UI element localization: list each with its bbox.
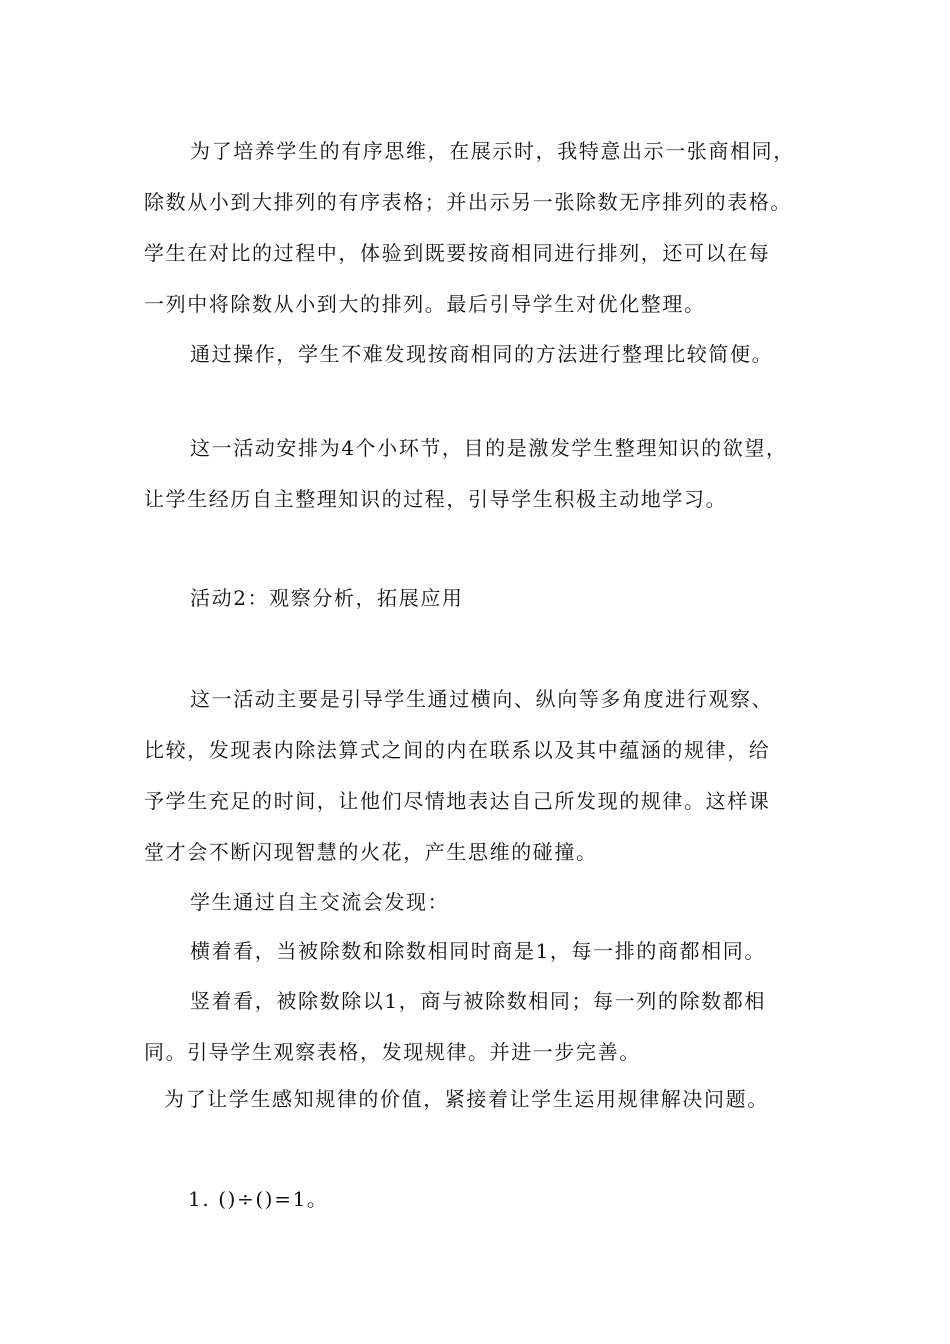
text-line: 让学生经历自主整理知识的过程，引导学生积极主动地学习。 (144, 487, 728, 511)
paragraph-activity-2-description (144, 674, 824, 878)
text-line: 为了让学生感知规律的价值，紧接着让学生运用规律解决问题。 (164, 1087, 769, 1111)
text-line: 1. ()÷()=1。 (188, 1187, 329, 1211)
text-line: 学生通过自主交流会发现： (190, 890, 450, 914)
paragraph-horizontal-view (144, 926, 824, 977)
paragraph-ordered-thinking (144, 126, 824, 330)
text-line: 予学生充足的时间，让他们尽情地表达自己所发现的规律。这样课 (144, 789, 771, 813)
text-line: 为了培养学生的有序思维，在展示时，我特意出示一张商相同， (190, 139, 795, 163)
text-line: 学生在对比的过程中，体验到既要按商相同进行排列，还可以在每 (144, 241, 771, 265)
paragraph-operation (144, 329, 824, 380)
text-line: 堂才会不断闪现智慧的火花，产生思维的碰撞。 (144, 840, 598, 864)
text-line: 活动2：观察分析，拓展应用 (190, 586, 464, 610)
activity-2-heading (144, 573, 824, 624)
text-line: 横着看，当被除数和除数相同时商是1，每一排的商都相同。 (190, 939, 766, 963)
text-line: 比较，发现表内除法算式之间的内在联系以及其中蕴涵的规律，给 (144, 738, 771, 762)
paragraph-activity-arrangement (144, 423, 824, 525)
text-line: 这一活动主要是引导学生通过横向、纵向等多角度进行观察、 (190, 687, 774, 711)
paragraph-apply-rules (164, 1074, 844, 1125)
text-line: 除数从小到大排列的有序表格；并出示另一张除数无序排列的表格。 (144, 190, 792, 214)
text-line: 竖着看，被除数除以1，商与被除数相同；每一列的除数都相 (190, 989, 766, 1013)
text-line: 这一活动安排为4个小环节，目的是激发学生整理知识的欲望， (190, 436, 788, 460)
text-line: 同。引导学生观察表格，发现规律。并进一步完善。 (144, 1040, 641, 1064)
text-line: 通过操作，学生不难发现按商相同的方法进行整理比较简便。 (190, 342, 774, 366)
text-line: 一列中将除数从小到大的排列。最后引导学生对优化整理。 (144, 292, 706, 316)
paragraph-student-discovery (144, 877, 824, 928)
paragraph-vertical-view (144, 976, 824, 1078)
exercise-item-1 (188, 1174, 868, 1225)
